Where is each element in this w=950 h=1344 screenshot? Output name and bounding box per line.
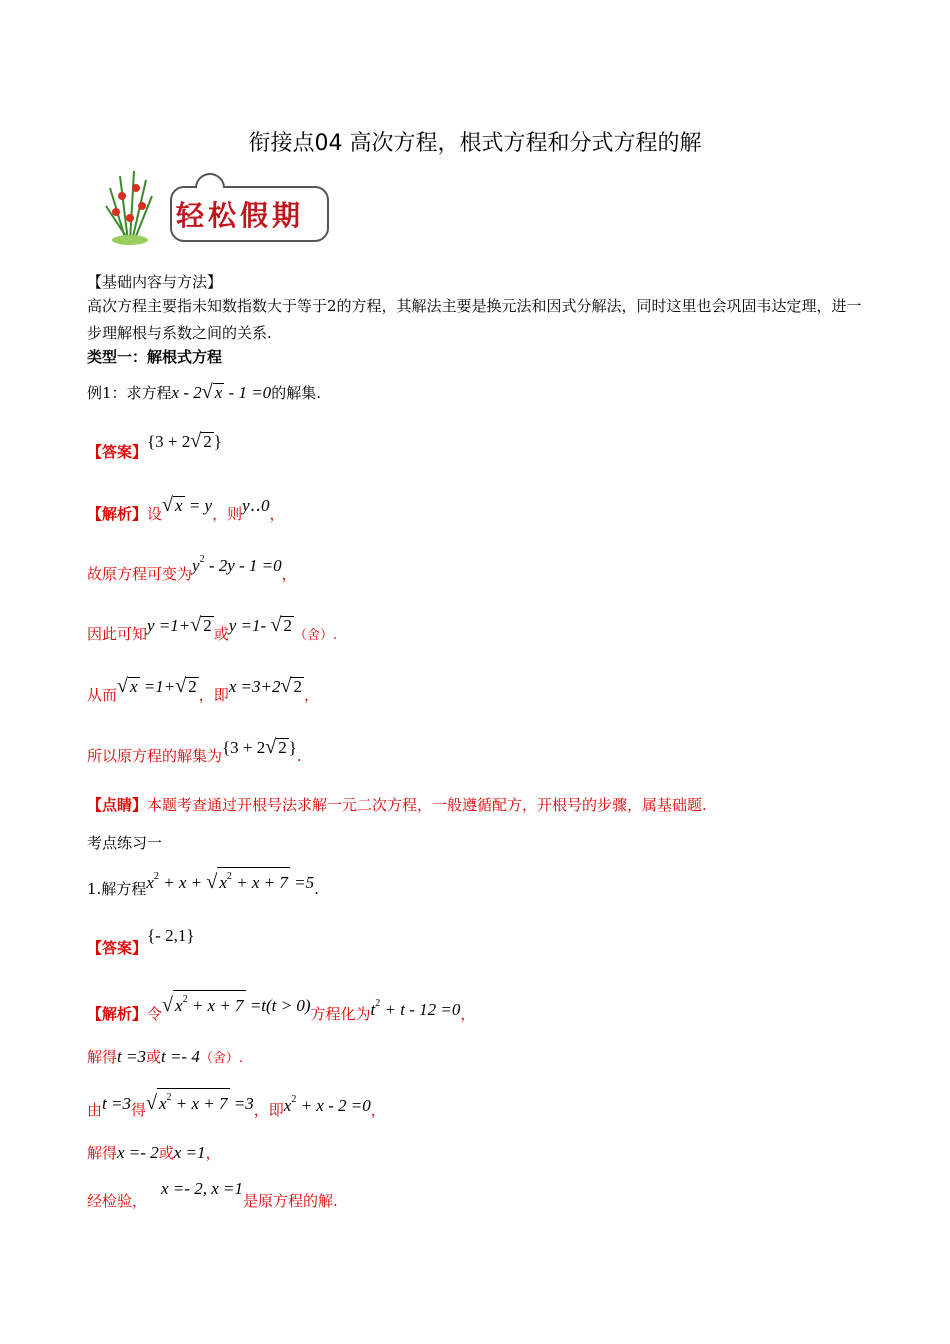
example1 [87, 381, 321, 404]
text: 设 [147, 505, 163, 523]
q1-equation: $x^2 + x$ + √ $x^2 + x + 7 =5$ [146, 873, 314, 892]
example1-equation: x - 2√ x - 1 =0 [171, 381, 272, 403]
q1-suffix: . [314, 880, 319, 898]
math-expr: $x^2 + x - 2 =0$ [283, 1094, 371, 1115]
ex1-analysis-line2 [87, 554, 297, 584]
text: ，即 [253, 1101, 284, 1119]
text: ，即 [198, 686, 229, 704]
q1-analysis-line1 [87, 994, 476, 1025]
q1-prefix: 1.解方程 [87, 880, 147, 898]
text: ， [269, 505, 285, 523]
holiday-logo [100, 166, 330, 246]
q1-analysis-line4 [87, 1142, 221, 1163]
tip-text: 本题考查通过开根号法求解一元二次方程，一般遵循配方，开根号的步骤，属基础题. [147, 796, 707, 814]
q1-analysis-line3 [87, 1094, 386, 1121]
text: 故原方程可变为 [87, 565, 193, 583]
sun-icon [190, 168, 230, 190]
q1-analysis-line2 [87, 1046, 243, 1067]
tip-label: 【点睛】 [87, 796, 148, 814]
text: 或 [145, 1048, 161, 1066]
ex1-analysis-line3 [87, 614, 338, 645]
ex1-analysis-line4 [87, 675, 319, 706]
text: 或 [158, 1144, 174, 1162]
text: 所以原方程的解集为 [87, 747, 223, 765]
math-expr: y =1+√ 2 [147, 614, 212, 636]
analysis-label: 【解析】 [87, 505, 148, 523]
math-expr: x =- 2 [117, 1143, 159, 1162]
math-expr: $y^2 - 2y - 1 =0$ [192, 554, 282, 575]
math-expr: √ $x^2 + x + 7 =t(t > 0)$ [162, 996, 311, 1015]
text: ， [205, 1144, 221, 1162]
math-expr: t =3 [102, 1094, 131, 1113]
text: ， [281, 565, 297, 583]
text: 由 [87, 1101, 103, 1119]
answer-label: 【答案】 [87, 939, 148, 957]
text: （舍）. [199, 1051, 243, 1066]
math-expr: t =- 4 [160, 1047, 200, 1066]
ex1-analysis-line5 [87, 736, 302, 767]
math-expr: {3 + 2√ 2 } [222, 736, 297, 758]
text: 解得 [87, 1048, 118, 1066]
page-title: 衔接点04 高次方程，根式方程和分式方程的解 [248, 131, 702, 156]
text: . [296, 747, 302, 765]
math-expr: √ $x^2 + x + 7 =3$ [146, 1094, 254, 1113]
text: ，则 [212, 505, 243, 523]
math-expr: $t^2 + t - 12 =0$ [370, 998, 461, 1019]
math-expr: √ x =1+√ 2 [117, 675, 197, 697]
ex1-analysis-line1 [87, 494, 285, 525]
math-expr: t =3 [117, 1047, 146, 1066]
q1-answer-value: {- 2,1} [147, 926, 195, 945]
intro-paragraph: 高次方程主要指未知数指数大于等于2的方程，其解法主要是换元法和因式分解法，同时这里也会巩固韦达定理，进一步理解根与系数之间的关系. [87, 297, 862, 342]
q1-analysis-line5 [87, 1179, 338, 1211]
question1 [87, 873, 319, 900]
example1-prefix: 例1：求方程 [87, 384, 172, 402]
math-expr: x =3+2√ 2 [228, 675, 302, 697]
q1-answer [87, 926, 195, 958]
example1-suffix: 的解集. [271, 384, 321, 402]
text: 方程化为 [310, 1005, 371, 1023]
text: ， [460, 1005, 476, 1023]
answer-label: 【答案】 [87, 443, 148, 461]
text: 或 [213, 625, 229, 643]
section-header: 【基础内容与方法】 [87, 273, 223, 291]
text: 解得 [87, 1144, 118, 1162]
text: ， [303, 686, 319, 704]
text: （舍）. [293, 628, 338, 643]
math-expr: √ x = y [162, 494, 213, 516]
text: 得 [130, 1101, 146, 1119]
ex1-answer [87, 430, 222, 463]
text: 因此可知 [87, 625, 148, 643]
logo-text: 轻松假期 [176, 199, 305, 232]
practice-heading: 考点练习一 [87, 834, 163, 852]
math-expr: x =1 [173, 1143, 206, 1162]
text: ， [370, 1101, 386, 1119]
tip-line [87, 794, 707, 815]
type1-heading: 类型一：解根式方程 [87, 348, 223, 366]
text: 令 [147, 1005, 163, 1023]
analysis-label: 【解析】 [87, 1005, 148, 1023]
text: 从而 [87, 686, 118, 704]
text: 是原方程的解. [242, 1192, 338, 1210]
math-expr: y =1- √ 2 [228, 614, 292, 636]
math-expr: x =- 2, x =1 [161, 1179, 243, 1198]
math-expr: y‥0 [242, 496, 270, 515]
text: 经检验， [87, 1192, 148, 1210]
ex1-answer-value: {3 + 2√ 2 } [147, 430, 222, 452]
